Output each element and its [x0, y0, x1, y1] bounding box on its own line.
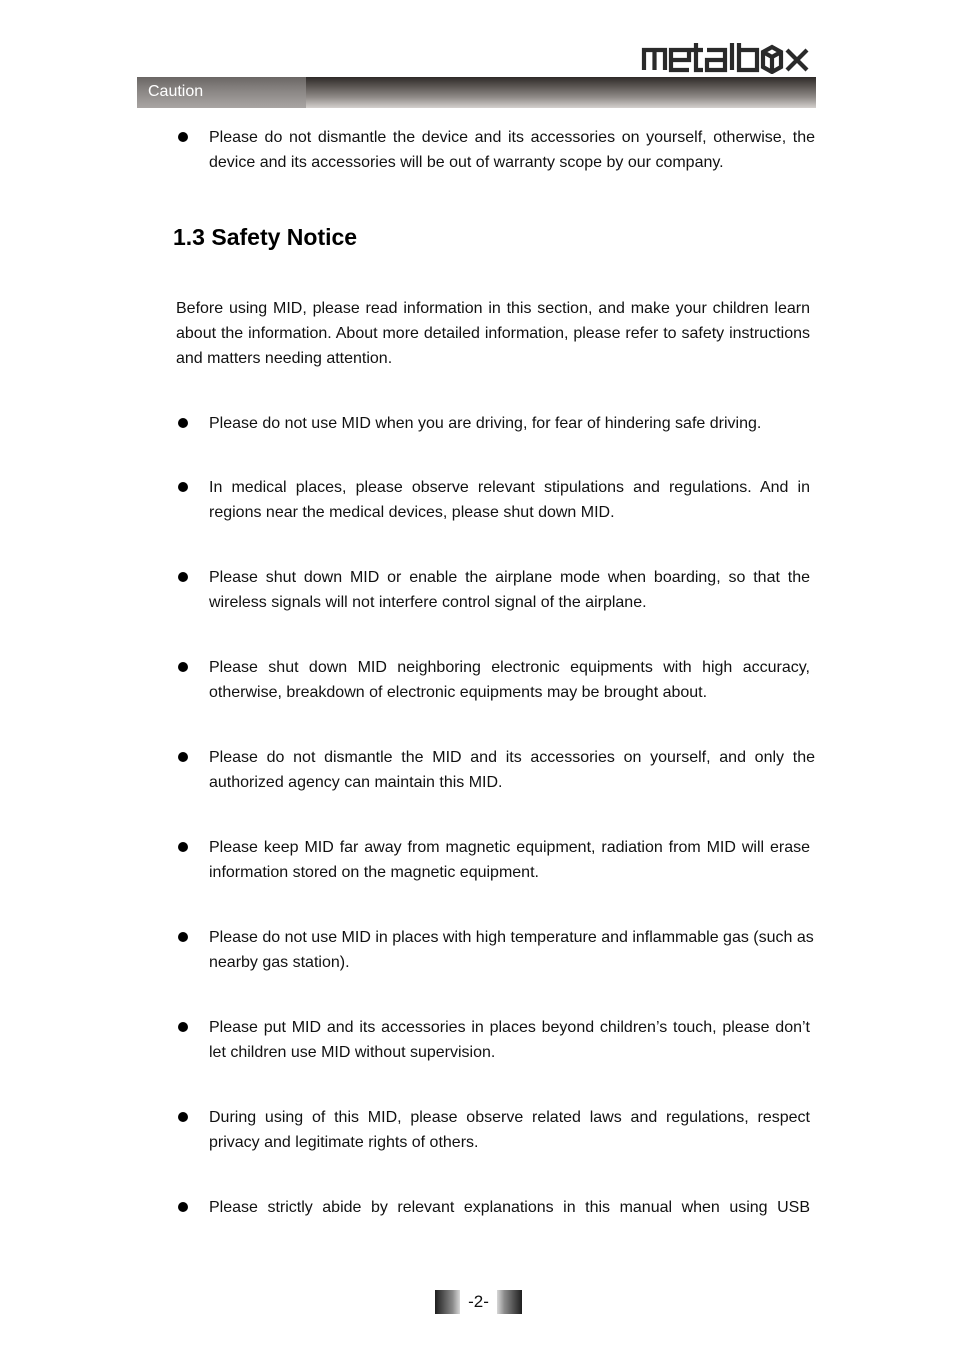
- section-heading: 1.3 Safety Notice: [173, 224, 358, 250]
- bullet-dot: [178, 572, 188, 582]
- top-bullet-text: Please do not dismantle the device and its accessories on yourself, otherwise, the device and its accessories will be out of warranty scope by our company.: [209, 129, 815, 171]
- bullet-text: During using of this MID, please observe related laws and regulations, respect privacy and legitimate rights of others.: [209, 1109, 810, 1151]
- section-label: Caution: [148, 83, 204, 100]
- bullet-text: Please shut down MID neighboring electronic equipments with high accuracy, otherwise, breakdown of electronic equipments may be brought about.: [209, 659, 810, 701]
- footer-left-ornament: [435, 1290, 460, 1314]
- bullet-dot: [178, 662, 188, 672]
- bullet-dot: [178, 1022, 188, 1032]
- bullet-dot: [178, 418, 188, 428]
- brand-logo: [641, 40, 811, 74]
- bullet-dot: [178, 132, 188, 142]
- bullet-dot: [178, 1112, 188, 1122]
- bullet-dot: [178, 1202, 188, 1212]
- bullet-dot: [178, 842, 188, 852]
- bullet-text: Please keep MID far away from magnetic equipment, radiation from MID will erase information stored on the magnetic equipment.: [209, 839, 810, 881]
- bullet-dot: [178, 752, 188, 762]
- bullet-text: Please strictly abide by relevant explanations in this manual when using USB: [209, 1199, 810, 1216]
- footer-right-ornament: [497, 1290, 522, 1314]
- bullet-dot: [178, 932, 188, 942]
- page-number: -2-: [468, 1292, 489, 1311]
- page-footer: [435, 1290, 522, 1314]
- section-tab: [137, 77, 306, 108]
- bullet-text: In medical places, please observe relevant stipulations and regulations. And in regions near the medical devices, please shut down MID.: [209, 479, 810, 521]
- bullet-text: Please put MID and its accessories in places beyond children’s touch, please don’t let children use MID without supervision.: [209, 1019, 810, 1061]
- bullet-text: Please do not use MID when you are driving, for fear of hindering safe driving.: [209, 415, 762, 432]
- bullet-text: Please do not use MID in places with high temperature and inflammable gas (such as nearby gas station).: [209, 929, 814, 971]
- intro-paragraph: Before using MID, please read information in this section, and make your children learn about the information. About more detailed information, please refer to safety instructions and matters needing attention.: [176, 300, 810, 367]
- section-header-bar: [137, 77, 816, 108]
- bullet-text: Please shut down MID or enable the airplane mode when boarding, so that the wireless signals will not interfere control signal of the airplane.: [209, 569, 810, 611]
- bullet-text: Please do not dismantle the MID and its accessories on yourself, and only the authorized agency can maintain this MID.: [209, 749, 815, 791]
- bullet-dot: [178, 482, 188, 492]
